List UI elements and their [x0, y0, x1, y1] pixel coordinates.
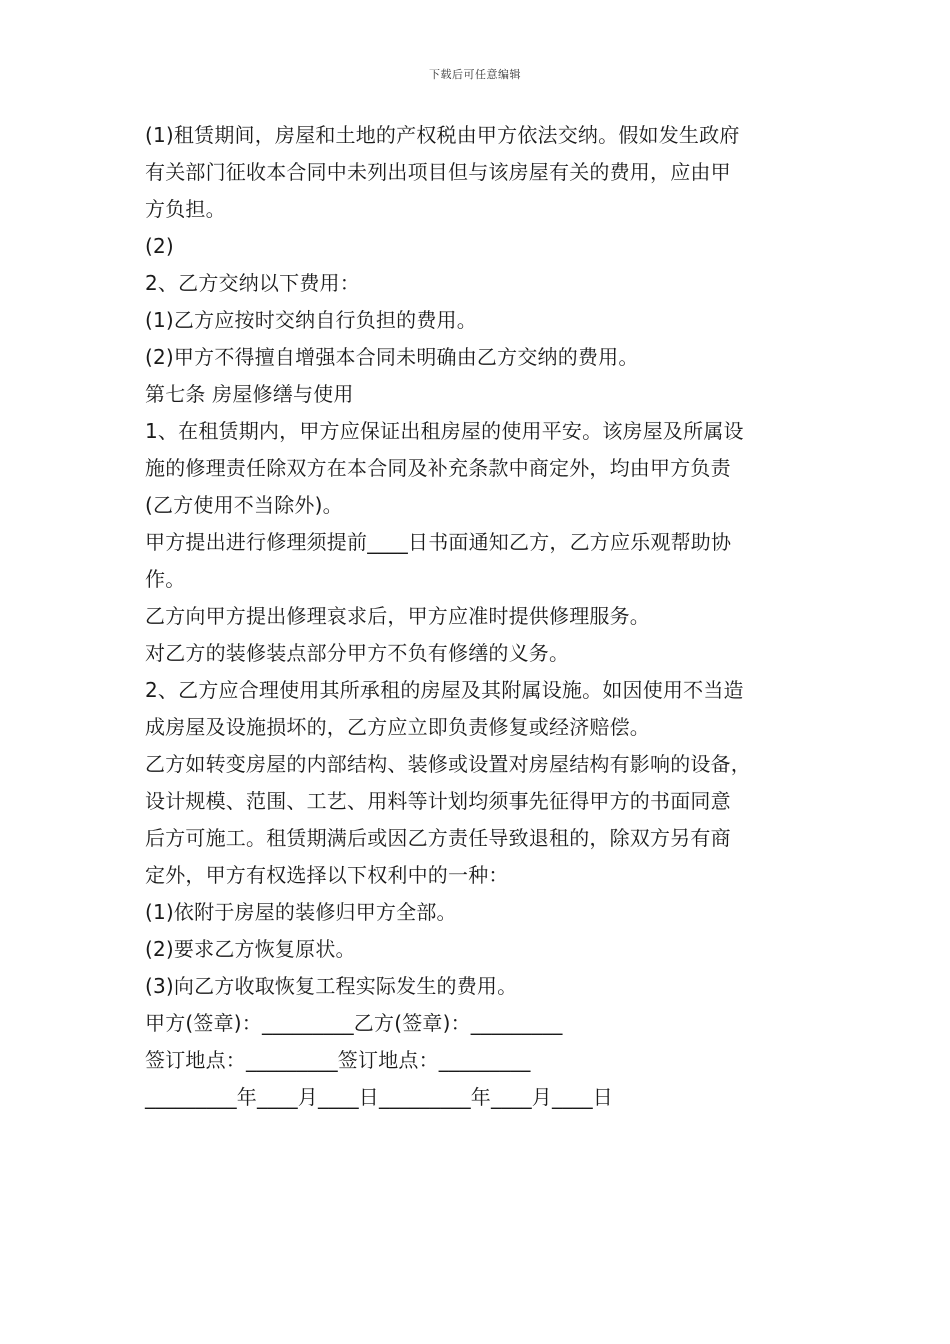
text-line: (2) — [145, 234, 174, 258]
text-line: (1)租赁期间，房屋和土地的产权税由甲方依法交纳。假如发生政府 — [145, 123, 740, 147]
page-header: 下载后可任意编辑 — [429, 68, 521, 81]
text-line: 方负担。 — [145, 197, 226, 221]
document-body — [145, 117, 815, 1116]
text-line: 施的修理责任除双方在本合同及补充条款中商定外，均由甲方负责 — [145, 456, 731, 480]
signing-place-line: 签订地点：_________签订地点：_________ — [145, 1048, 531, 1072]
text-line: 成房屋及设施损坏的，乙方应立即负责修复或经济赔偿。 — [145, 715, 650, 739]
text-line: 乙方向甲方提出修理哀求后，甲方应准时提供修理服务。 — [145, 604, 650, 628]
text-line: 2、乙方应合理使用其所承租的房屋及其附属设施。如因使用不当造 — [145, 678, 744, 702]
text-line: 2、乙方交纳以下费用： — [145, 271, 360, 295]
signature-line: 甲方(签章)：_________乙方(签章)：_________ — [145, 1011, 563, 1035]
text-line: 甲方提出进行修理须提前____日书面通知乙方，乙方应乐观帮助协 — [145, 530, 732, 554]
text-line: 作。 — [145, 567, 186, 591]
text-line: 乙方如转变房屋的内部结构、装修或设置对房屋结构有影响的设备， — [145, 752, 751, 776]
text-line: 对乙方的装修装点部分甲方不负有修缮的义务。 — [145, 641, 570, 665]
text-line: (2)甲方不得擅自增强本合同未明确由乙方交纳的费用。 — [145, 345, 639, 369]
text-line: (1)乙方应按时交纳自行负担的费用。 — [145, 308, 477, 332]
date-line: _________年____月____日_________年____月____日 — [145, 1085, 613, 1109]
text-line: (2)要求乙方恢复原状。 — [145, 937, 356, 961]
text-line: 1、在租赁期内，甲方应保证出租房屋的使用平安。该房屋及所属设 — [145, 419, 744, 443]
text-line: (3)向乙方收取恢复工程实际发生的费用。 — [145, 974, 518, 998]
text-line: (乙方使用不当除外)。 — [145, 493, 343, 517]
section-heading: 第七条 房屋修缮与使用 — [145, 382, 354, 406]
text-line: 后方可施工。租赁期满后或因乙方责任导致退租的，除双方另有商 — [145, 826, 731, 850]
text-line: 设计规模、范围、工艺、用料等计划均须事先征得甲方的书面同意 — [145, 789, 731, 813]
text-line: 有关部门征收本合同中未列出项目但与该房屋有关的费用，应由甲 — [145, 160, 731, 184]
text-line: (1)依附于房屋的装修归甲方全部。 — [145, 900, 457, 924]
text-line: 定外，甲方有权选择以下权利中的一种： — [145, 863, 509, 887]
